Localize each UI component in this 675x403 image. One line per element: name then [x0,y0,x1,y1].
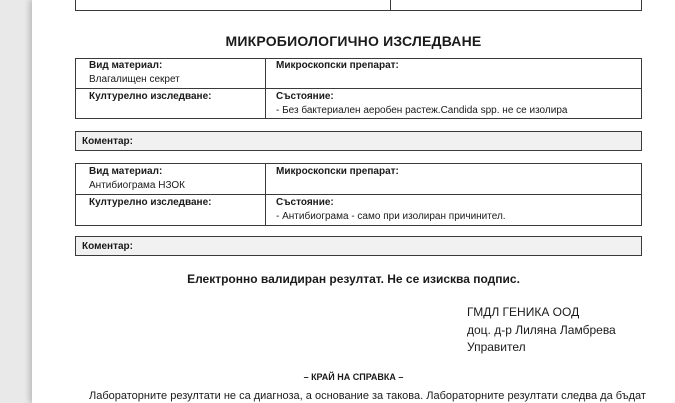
microscopy-label: Микроскопски препарат: [276,166,399,177]
state-label: Състояние: [276,197,334,208]
material-value: Влагалищен секрет [89,74,180,85]
material-label: Вид материал: [89,166,163,177]
test-block-1 [75,58,642,119]
state-value: - Без бактериален аеробен растеж.Candida spp. не се изолира [276,105,568,116]
state-label: Състояние: [276,91,334,102]
comment-label: Коментар: [82,136,133,147]
comment-label: Коментар: [82,241,133,252]
state-value: - Антибиограма - само при изолиран причинител. [276,211,506,222]
section-title: МИКРОБИОЛОГИЧНО ИЗСЛЕДВАНЕ [225,33,482,49]
material-label: Вид материал: [89,60,163,71]
signature-role: Управител [467,340,526,354]
signature-lab: ГМДЛ ГЕНИКА ООД [467,305,580,319]
test-block-2 [75,163,642,226]
end-marker: – КРАЙ НА СПРАВКА – [303,372,404,382]
disclaimer: Лабораторните резултати не са диагноза, а основание за такова. Лабораторните резултати следва да бъдат [89,390,646,402]
report-page [32,0,675,403]
culture-label: Културелно изследване: [89,197,212,208]
culture-label: Културелно изследване: [89,91,212,102]
material-value: Антибиограма НЗОК [89,180,185,191]
comment-box-1 [75,131,642,151]
signature-person: доц. д-р Лиляна Ламбрева [467,323,616,337]
comment-box-2 [75,236,642,256]
microscopy-label: Микроскопски препарат: [276,60,399,71]
doctor-lab-row [75,0,642,11]
validation-note: Електронно валидиран резултат. Не се изисква подпис. [187,272,520,286]
